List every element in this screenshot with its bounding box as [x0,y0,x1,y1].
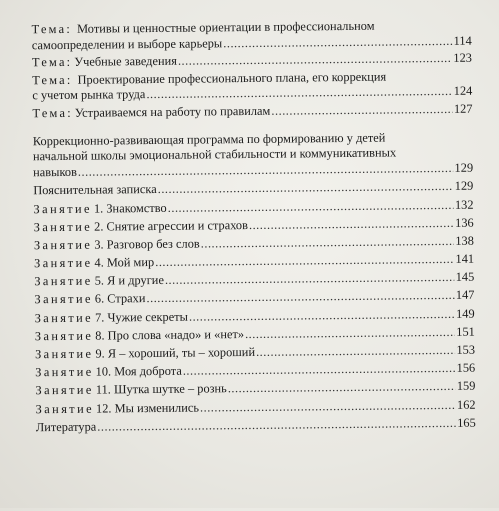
lesson-title: Разговор без слов [106,236,200,252]
theme-keyword: Тема: [31,21,73,37]
lesson-title: Я и другие [106,273,164,288]
lesson-keyword: Занятие [34,292,93,307]
lesson-number: 9. [95,346,105,361]
page-number: 127 [453,101,473,116]
lesson-number: 6. [94,291,105,307]
toc-program [33,129,473,180]
lesson-number: 8. [95,328,105,343]
theme-title-last: Устраиваемся на работу по правилам [74,103,271,120]
dot-leader [228,379,456,397]
dot-leader [256,343,456,361]
lesson-title: Шутка шутке – рознь [113,381,227,397]
dot-leader [97,416,456,435]
page-number: 159 [456,379,476,394]
dot-leader [78,161,454,181]
lesson-keyword: Занятие [34,328,94,344]
lesson-title: Мы изменились [114,400,200,416]
page-number: 132 [454,197,474,212]
lesson-number: 1. [93,201,104,216]
lesson-keyword: Занятие [33,237,93,253]
theme-title-last: самоопределении и выборе карьеры [31,35,223,52]
lesson-keyword: Занятие [33,219,93,234]
page-number: 162 [456,397,476,412]
lesson-title: Моя доброта [114,363,182,379]
page-number: 156 [456,360,476,376]
toc-theme-4 [32,102,472,122]
toc-lesson-3 [34,234,474,254]
page-number: 114 [453,33,472,48]
lesson-keyword: Занятие [34,346,94,362]
lesson-title: Снятие агрессии и страхов [106,217,249,234]
dot-leader [201,234,455,252]
literature-title: Литература [35,419,97,435]
toc-theme-3 [32,68,472,104]
theme-title-line: Проектирование профессионального плана, его коррекция [77,69,387,87]
page-number: 151 [456,324,475,339]
dot-leader [158,179,454,198]
toc-lesson-2 [34,215,474,235]
toc-lesson-4 [34,252,474,272]
dot-leader [178,51,453,69]
toc-theme-2 [32,51,472,71]
page-number: 145 [455,269,475,285]
page-number: 124 [453,84,473,99]
toc-lesson-12 [36,397,476,417]
dot-leader [155,252,454,271]
page-number: 129 [454,178,474,194]
page-number: 153 [456,342,476,357]
lesson-number: 5. [94,273,105,288]
lesson-title: Страхи [107,291,146,306]
page-number: 165 [457,415,476,430]
dot-leader [146,288,455,307]
toc-lesson-7 [35,306,475,326]
lesson-keyword: Занятие [34,255,93,271]
toc-literature [36,415,476,435]
lesson-keyword: Занятие [34,273,93,289]
page-number: 138 [455,233,474,248]
dot-leader [183,361,456,379]
page-number: 149 [455,306,475,321]
lesson-title: Знакомство [106,200,167,216]
toc-lesson-8 [35,324,475,344]
lesson-keyword: Занятие [33,201,92,216]
theme-title-last: Учебные заведения [74,53,177,70]
theme-title-line: Мотивы и ценностные ориентации в профессиональном [76,18,375,36]
note-title: Пояснительная записка [33,182,157,198]
lesson-number: 11. [95,382,111,398]
dot-leader [223,33,453,51]
toc-lesson-5 [34,270,474,290]
lesson-title: Про слова «надо» и «нет» [107,326,245,343]
toc-lesson-10 [35,361,475,381]
toc-lesson-11 [35,379,475,399]
table-of-contents [32,18,476,439]
lesson-keyword: Занятие [35,364,94,380]
page-number: 136 [455,215,474,230]
lesson-number: 7. [94,310,105,325]
lesson-number: 3. [94,237,104,252]
program-title-last: навыков [33,164,77,180]
theme-keyword: Тема: [31,55,73,70]
program-title-line-2: начальной школы эмоциональной стабильности и коммуникативных [32,145,397,164]
theme-keyword: Тема: [32,105,73,121]
theme-title-last: с учетом рынка труда [32,87,146,103]
toc-lesson-1 [33,197,473,217]
lesson-keyword: Занятие [35,401,95,416]
program-title-line-1: Коррекционно-развивающая программа по формированию у детей [32,130,386,148]
lesson-number: 4. [94,255,104,270]
lesson-title: Мой мир [106,255,155,270]
dot-leader [189,307,455,325]
lesson-keyword: Занятие [35,383,94,398]
page-number: 129 [454,160,474,175]
dot-leader [165,270,455,289]
lesson-title: Чужие секреты [107,309,189,325]
page-number: 147 [455,288,475,303]
lesson-number: 2. [94,219,104,234]
toc-lesson-6 [34,288,474,308]
dot-leader [146,84,452,103]
lesson-number: 10. [95,364,112,379]
dot-leader [168,197,454,216]
lesson-title: Я – хороший, ты – хороший [107,344,256,361]
page-number: 123 [453,50,473,66]
lesson-keyword: Занятие [34,310,94,325]
toc-note [33,179,473,199]
dot-leader [249,216,454,234]
page-number: 141 [455,251,475,266]
dot-leader [200,397,456,415]
dot-leader [271,102,453,119]
lesson-number: 12. [95,401,112,416]
theme-keyword: Тема: [32,72,73,88]
toc-theme-1 [32,18,472,54]
toc-lesson-9 [35,343,475,363]
dot-leader [245,325,455,343]
